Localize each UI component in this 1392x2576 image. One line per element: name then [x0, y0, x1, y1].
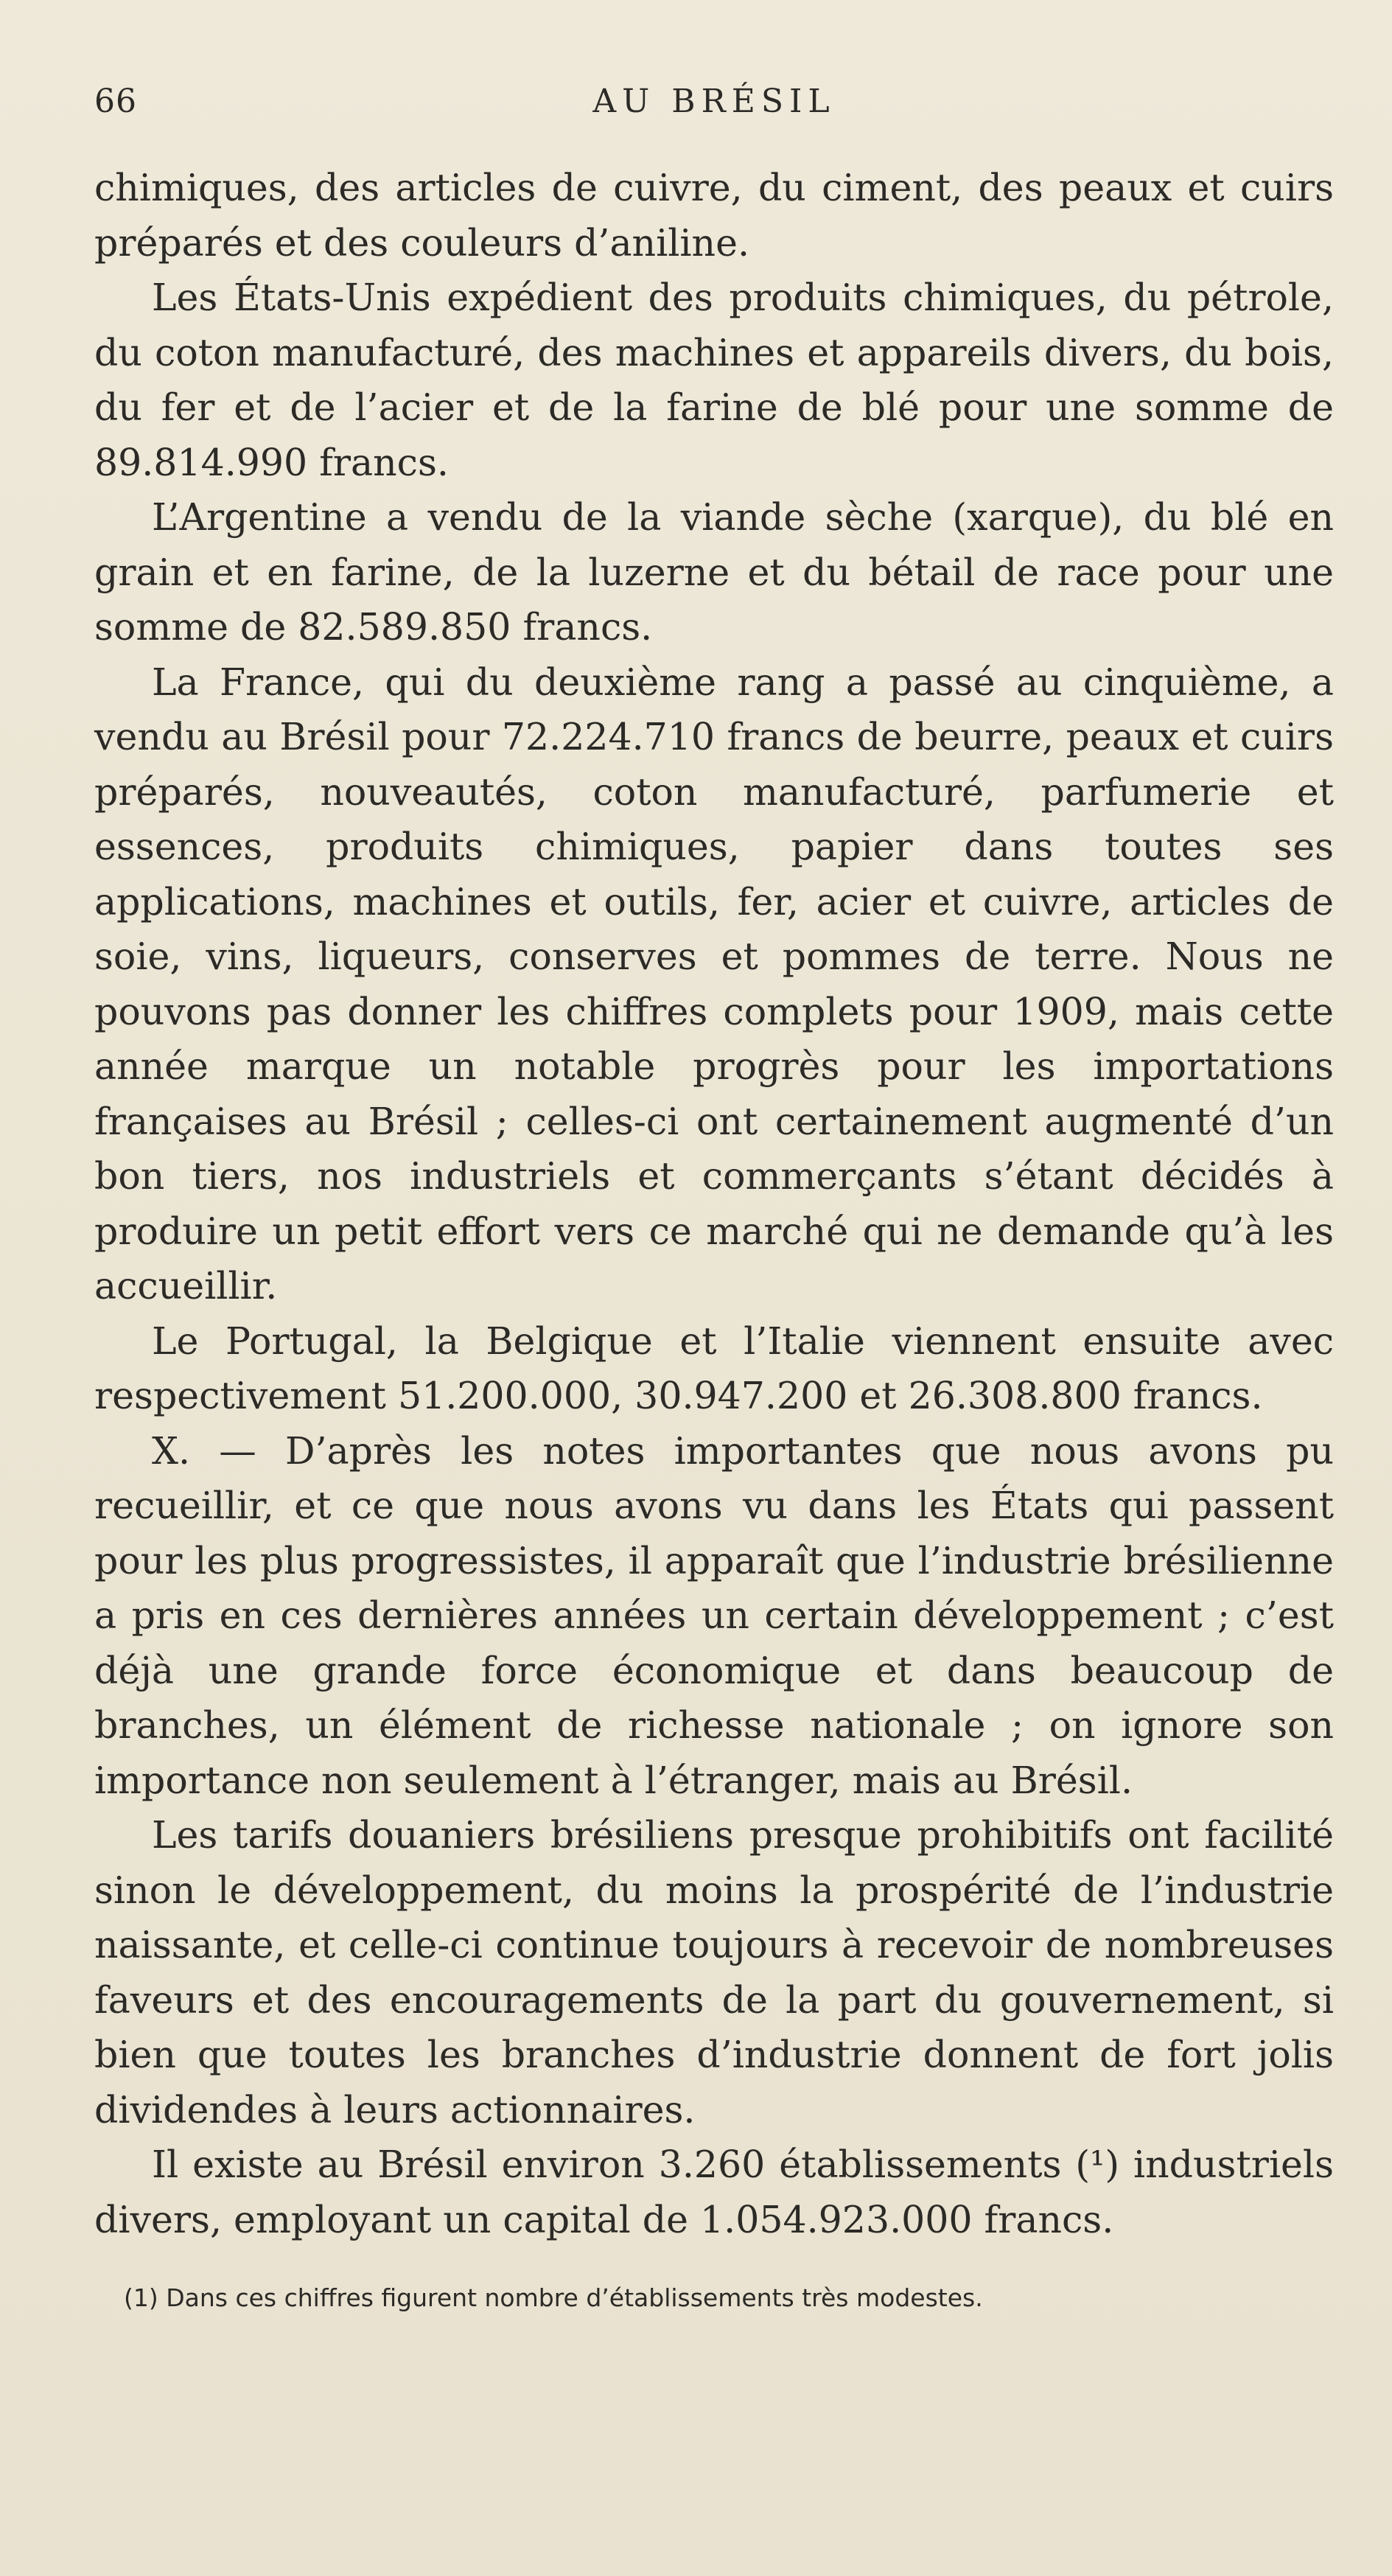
footnote: (1) Dans ces chiffres figurent nombre d’établissements très modestes.: [124, 2283, 983, 2312]
running-title: AU BRÉSIL: [592, 83, 836, 120]
paragraph-france: La France, qui du deuxième rang a passé au cinquième, a vendu au Brésil pour 72.224.710 francs de beurre, peaux et cuirs préparés, nouveautés, coton manufacturé, parfumerie et essences, produits chimiques, papier dans toutes ses applications, machines et outils, fer, acier et cuivre, articles de soie, vins, liqueurs, conserves et pommes de terre. Nous ne pouvons pas donner les chiffres complets pour 1909, mais cette année marque un notable progrès pour les importations françaises au Brésil ; celles-ci ont certainement augmenté d’un bon tiers, nos industriels et commerçants s’étant décidés à produire un petit effort vers ce marché qui ne demande qu’à les accueillir.: [94, 660, 1334, 1308]
page-number: 66: [94, 83, 137, 120]
body-text: [94, 161, 1334, 2247]
paragraph-argentina: L’Argentine a vendu de la viande sèche (xarque), du blé en grain et en farine, de la luzerne et du bétail de race pour une somme de 82.589.850 francs.: [94, 495, 1334, 649]
paragraph-section-x: X. — D’après les notes importantes que nous avons pu recueillir, et ce que nous avons vu dans les États qui passent pour les plus progressistes, il apparaît que l’industrie brésilienne a pris en ces dernières années un certain développement ; c’est déjà une grande force économique et dans beaucoup de branches, un élément de richesse nationale ; on ignore son importance non seulement à l’étranger, mais au Brésil.: [94, 1428, 1334, 1802]
paragraph-customs-tariffs: Les tarifs douaniers brésiliens presque prohibitifs ont facilité sinon le développement, du moins la prospérité de l’industrie naissante, et celle-ci continue toujours à recevoir de nombreuses faveurs et des encouragements de la part du gouvernement, si bien que toutes les branches d’industrie donnent de fort jolis dividendes à leurs actionnaires.: [94, 1813, 1334, 2132]
paragraph-portugal-belgium-italy: Le Portugal, la Belgique et l’Italie viennent ensuite avec respectivement 51.200.000, 30.947.200 et 26.308.800 francs.: [94, 1319, 1334, 1417]
paragraph-establishments: Il existe au Brésil environ 3.260 établissements (¹) industriels divers, employant un capital de 1.054.923.000 francs.: [94, 2143, 1334, 2241]
page-header: [94, 83, 1334, 127]
paragraph-united-states: Les États-Unis expédient des produits chimiques, du pétrole, du coton manufacturé, des machines et appareils divers, du bois, du fer et de l’acier et de la farine de blé pour une somme de 89.814.990 francs.: [94, 276, 1334, 484]
paragraph-continuation: chimiques, des articles de cuivre, du ciment, des peaux et cuirs préparés et des couleurs d’aniline.: [94, 166, 1334, 265]
